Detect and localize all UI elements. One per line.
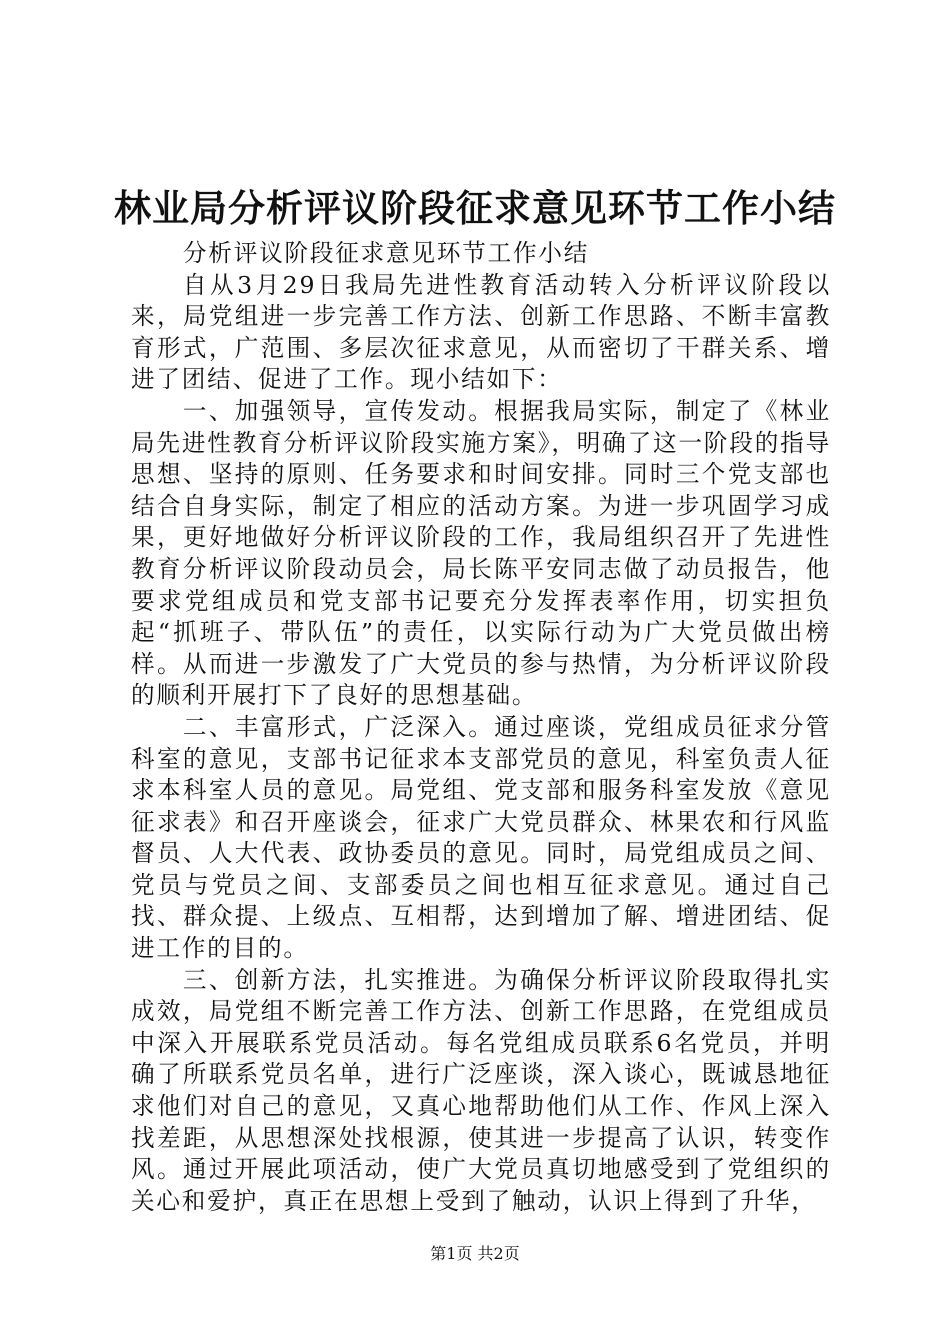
- body-paragraph-2: 二、丰富形式，广泛深入。通过座谈，党组成员征求分管科室的意见，支部书记征求本支部党员的意见，科室负责人征求本科室人员的意见。局党组、党支部和服务科室发放《意见征求表》和召开座谈会，征求广大党员群众、林果农和行风监督员、人大代表、政协委员的意见。同时，局党组成员之间、党员与党员之间、支部委员之间也相互征求意见。通过自己找、群众提、上级点、互相帮，达到增加了解、增进团结、促进工作的目的。: [131, 712, 831, 963]
- body-paragraph-intro: 自从3月29日我局先进性教育活动转入分析评议阶段以来，局党组进一步完善工作方法、创新工作思路、不断丰富教育形式，广范围、多层次征求意见，从而密切了干群关系、增进了团结、促进了工作。现小结如下：: [131, 270, 831, 394]
- body-paragraph-1: 一、加强领导，宣传发动。根据我局实际，制定了《林业局先进性教育分析评议阶段实施方案》，明确了这一阶段的指导思想、坚持的原则、任务要求和时间安排。同时三个党支部也结合自身实际，制定了相应的活动方案。为进一步巩固学习成果，更好地做好分析评议阶段的工作，我局组织召开了先进性教育分析评议阶段动员会，局长陈平安同志做了动员报告，他要求党组成员和党支部书记要充分发挥表率作用，切实担负起“抓班子、带队伍”的责任，以实际行动为广大党员做出榜样。从而进一步激发了广大党员的参与热情，为分析评议阶段的顺利开展打下了良好的思想基础。: [131, 396, 831, 710]
- document-title: 林业局分析评议阶段征求意见环节工作小结: [114, 186, 836, 230]
- document-body: [131, 238, 831, 1217]
- page-footer: 第1页 共2页: [430, 1244, 520, 1263]
- body-paragraph-3: 三、创新方法，扎实推进。为确保分析评议阶段取得扎实成效，局党组不断完善工作方法、创新工作思路，在党组成员中深入开展联系党员活动。每名党组成员联系6名党员，并明确了所联系党员名单，进行广泛座谈，深入谈心，既诚恳地征求他们对自己的意见，又真心地帮助他们从工作、作风上深入找差距，从思想深处找根源，使其进一步提高了认识，转变作风。通过开展此项活动，使广大党员真切地感受到了党组织的关心和爱护，真正在思想上受到了触动，认识上得到了升华，: [131, 965, 831, 1215]
- subtitle-paragraph: 分析评议阶段征求意见环节工作小结: [182, 239, 590, 267]
